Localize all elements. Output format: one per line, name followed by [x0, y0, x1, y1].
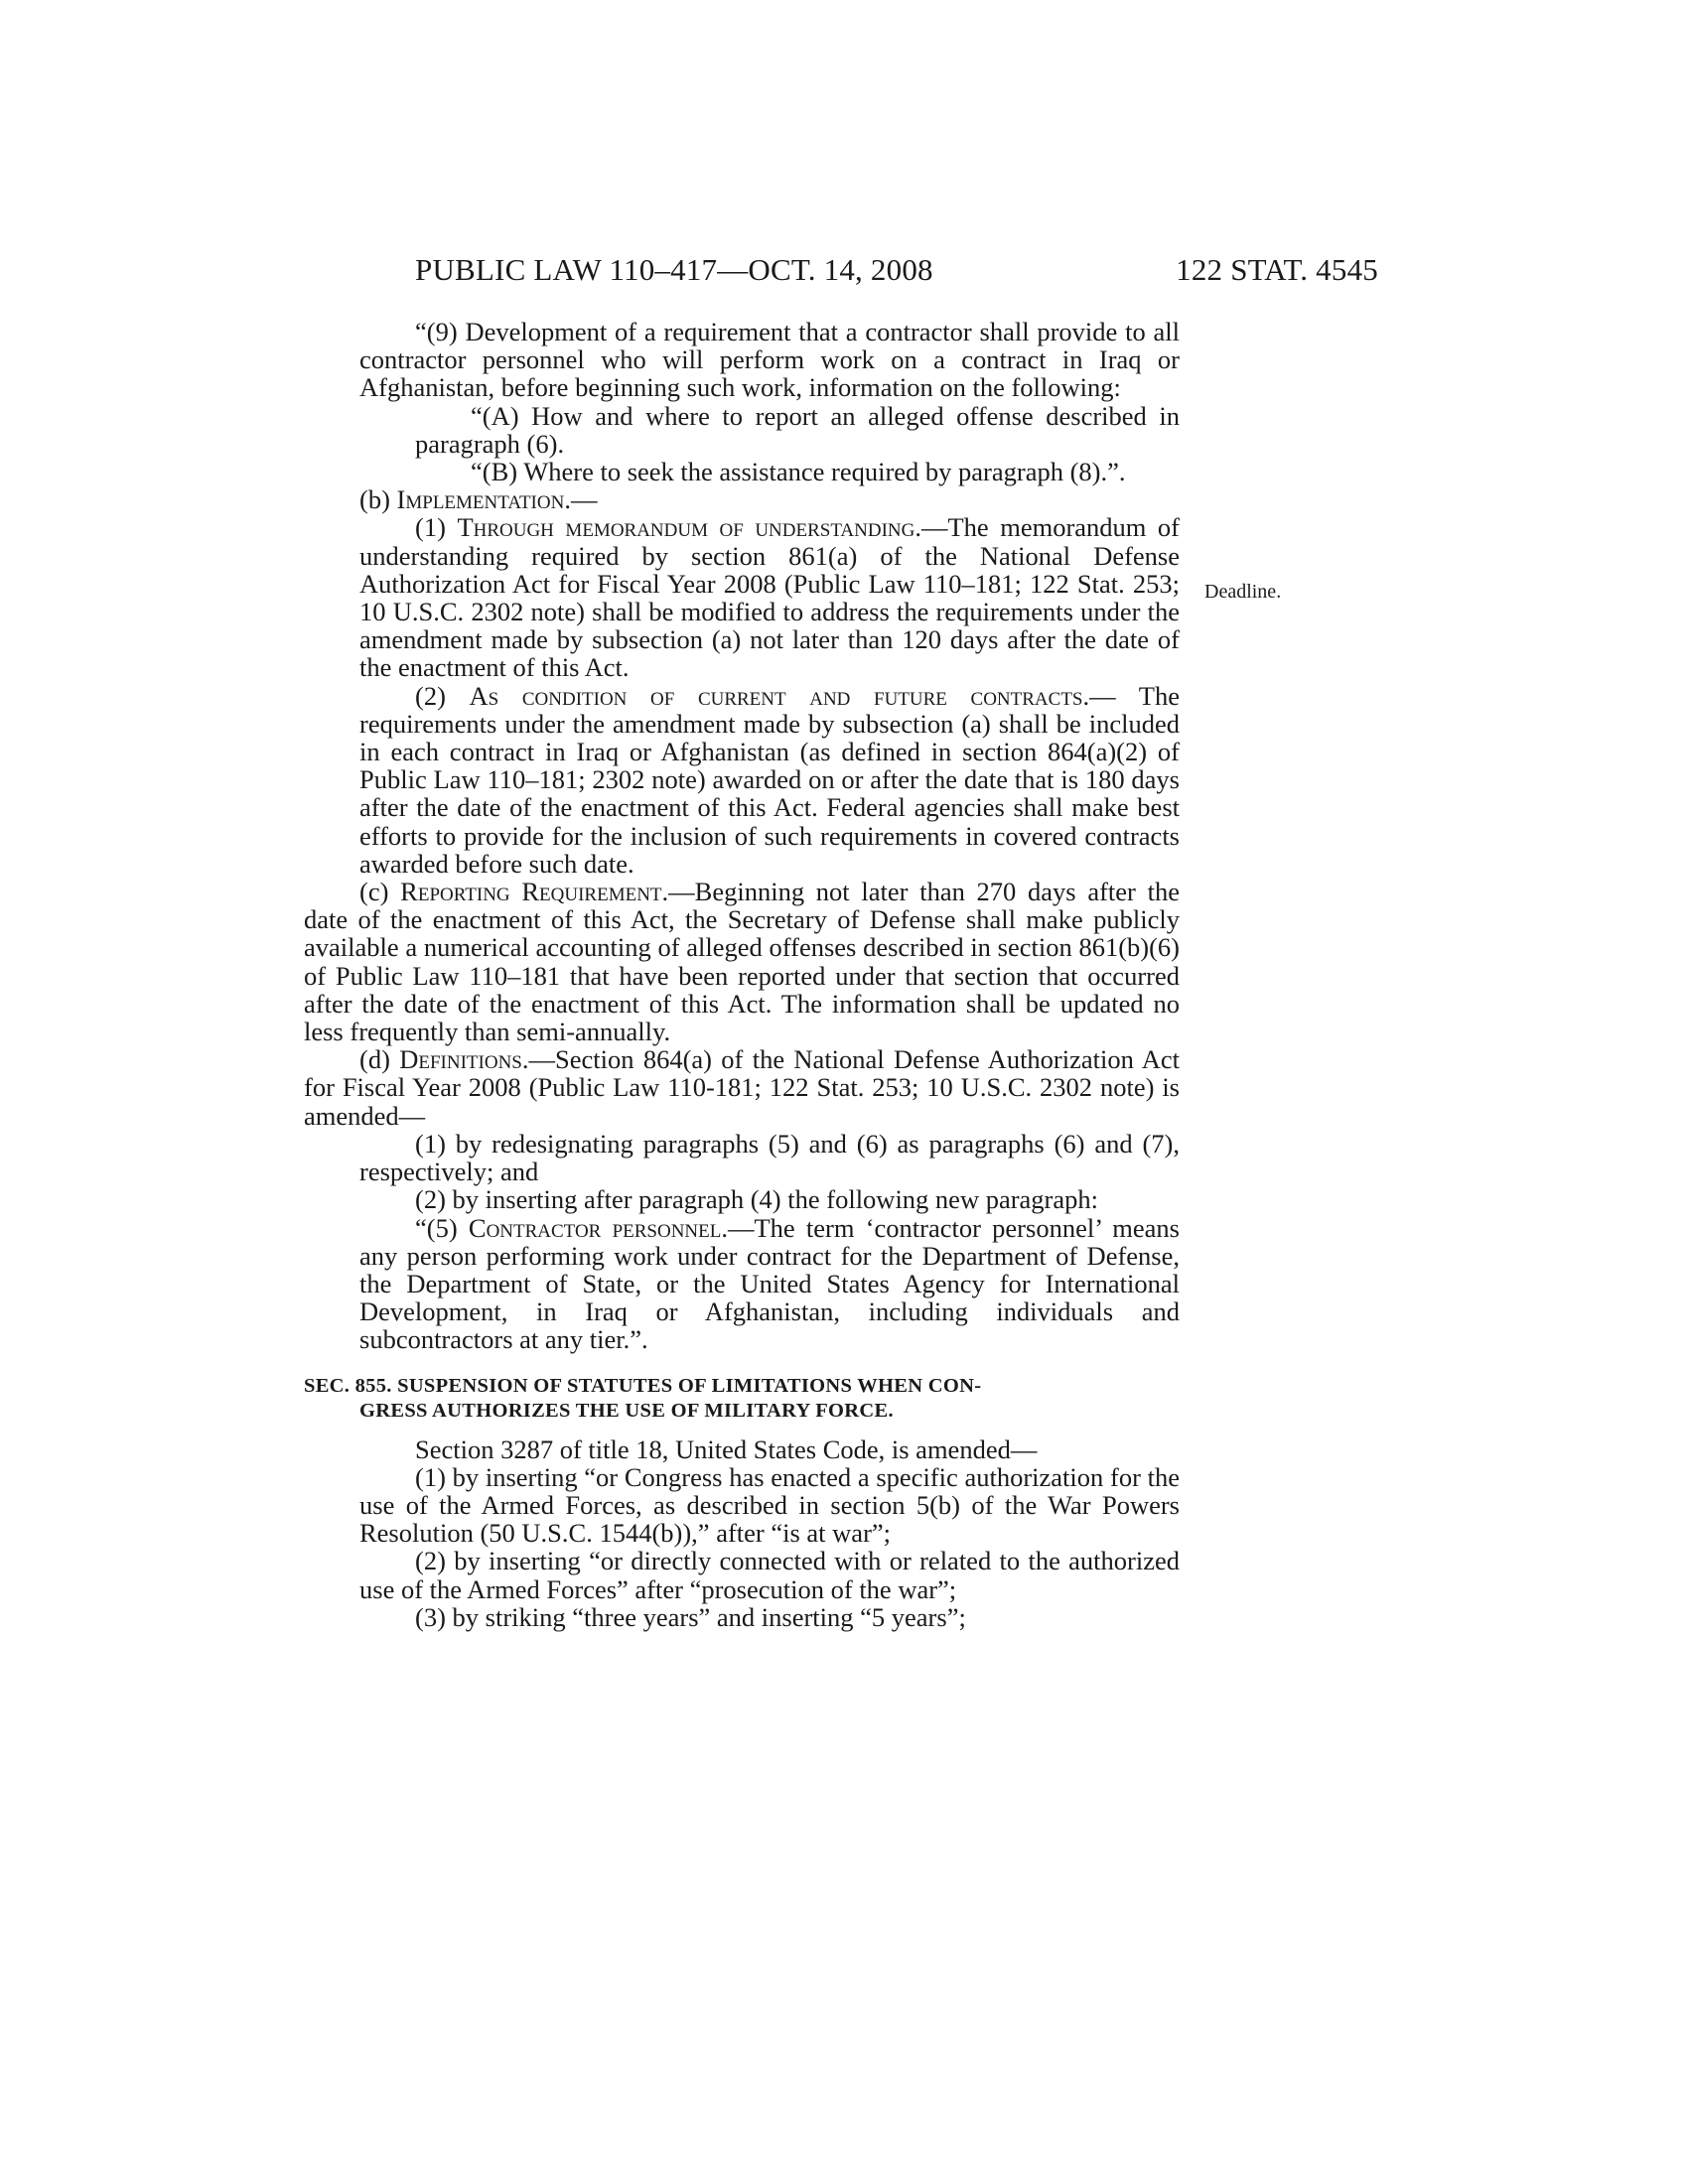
c-text: .—Beginning not later than 270 days after the date of the enactment of this Act, the Secretary of Defense shall make publicly available a numerical accounting of alleged offenses described in section 861(b)(6) of Public Law 110–181 that have been reported under that section that occurred after the date of the enactment of this Act. The information shall be updated no less frequently than semi-annually.	[304, 877, 1180, 1047]
margin-note-deadline: Deadline.	[1204, 581, 1282, 603]
subsection-b-2	[304, 682, 1180, 878]
document-body	[304, 318, 1180, 1631]
section-855-item-2: (2) by inserting “or directly connected with or related to the authorized use of the Armed Forces” after “prosecution of the war”;	[359, 1546, 1180, 1604]
paragraph-9-B: “(B) Where to seek the assistance required by paragraph (8).”.	[471, 457, 1126, 487]
d5-number: “(5)	[415, 1212, 469, 1243]
section-855-heading	[304, 1374, 1180, 1424]
section-855-item-3: (3) by striking “three years” and inserting “5 years”;	[415, 1601, 966, 1632]
section-855-intro: Section 3287 of title 18, United States Code, is amended—	[415, 1433, 1038, 1464]
b1-title: Through memorandum of understanding	[457, 512, 915, 543]
subsection-b-label: (b)	[359, 484, 397, 515]
d-label: (d)	[359, 1044, 400, 1075]
subsection-b-dash: .—	[564, 484, 598, 515]
d-title: Definitions	[399, 1044, 522, 1075]
subsection-d	[304, 1045, 1180, 1130]
b2-number: (2)	[415, 680, 470, 711]
c-title: Reporting Requirement	[400, 877, 662, 907]
d5-text: .—The term ‘contractor personnel’ means any person performing work under contract for the Department of Defense, the Department of State, or the United States Agency for International Development, in Iraq or Afghanistan, including individuals and subcontractors at any tier.”.	[359, 1212, 1180, 1355]
paragraph-9: “(9) Development of a requirement that a contractor shall provide to all contractor personnel who will perform work on a contract in Iraq or Afghanistan, before beginning such work, information on the following:	[359, 317, 1180, 403]
section-855-item-1: (1) by inserting “or Congress has enacted a specific authorization for the use of the Armed Forces, as described in section 5(b) of the War Powers Resolution (50 U.S.C. 1544(b)),” after “is at war”;	[359, 1461, 1180, 1549]
b1-number: (1)	[415, 512, 458, 543]
b2-text: .— The requirements under the amendment made by subsection (a) shall be included in each contract in Iraq or Afghanistan (as defined in section 864(a)(2) of Public Law 110–181; 2302 note) awarded on or after the date that is 180 days after the date of the enactment of this Act. Federal agencies shall make best efforts to provide for the inclusion of such requirements in covered contracts awarded before such date.	[359, 680, 1180, 879]
b1-text: .—The memorandum of understanding required by section 861(a) of the National Defense Authorization Act for Fiscal Year 2008 (Public Law 110–181; 122 Stat. 253; 10 U.S.C. 2302 note) shall be modified to address the requirements under the amendment made by subsection (a) not later than 120 days after the date of the enactment of this Act.	[359, 512, 1180, 683]
c-label: (c)	[359, 877, 401, 907]
subsection-d-1: (1) by redesignating paragraphs (5) and (6) as paragraphs (6) and (7), respectively; and	[359, 1128, 1180, 1187]
section-heading-line-2: GRESS AUTHORIZES THE USE OF MILITARY FORCE.	[359, 1399, 894, 1422]
subsection-b-title: Implementation	[396, 484, 565, 515]
subsection-c	[304, 878, 1180, 1045]
header-title: PUBLIC LAW 110–417—OCT. 14, 2008	[415, 252, 933, 287]
d5-title: Contractor personnel	[468, 1212, 722, 1243]
b2-title: As condition of current and future contracts	[469, 680, 1083, 711]
header-stat-page: 122 STAT. 4545	[1176, 252, 1378, 287]
subsection-b-heading	[304, 485, 1180, 513]
subsection-b-1	[304, 513, 1180, 681]
paragraph-9-A: “(A) How and where to report an alleged offense described in paragraph (6).	[415, 400, 1180, 459]
d-text: .—Section 864(a) of the National Defense Authorization Act for Fiscal Year 2008 (Public Law 110-181; 122 Stat. 253; 10 U.S.C. 2302 note) is amended—	[304, 1044, 1180, 1131]
subsection-d-5-definition	[304, 1214, 1180, 1354]
section-heading-line-1: SEC. 855. SUSPENSION OF STATUTES OF LIMITATIONS WHEN CON-	[304, 1374, 982, 1397]
subsection-d-2: (2) by inserting after paragraph (4) the following new paragraph:	[415, 1184, 1099, 1215]
running-header	[415, 250, 1378, 290]
